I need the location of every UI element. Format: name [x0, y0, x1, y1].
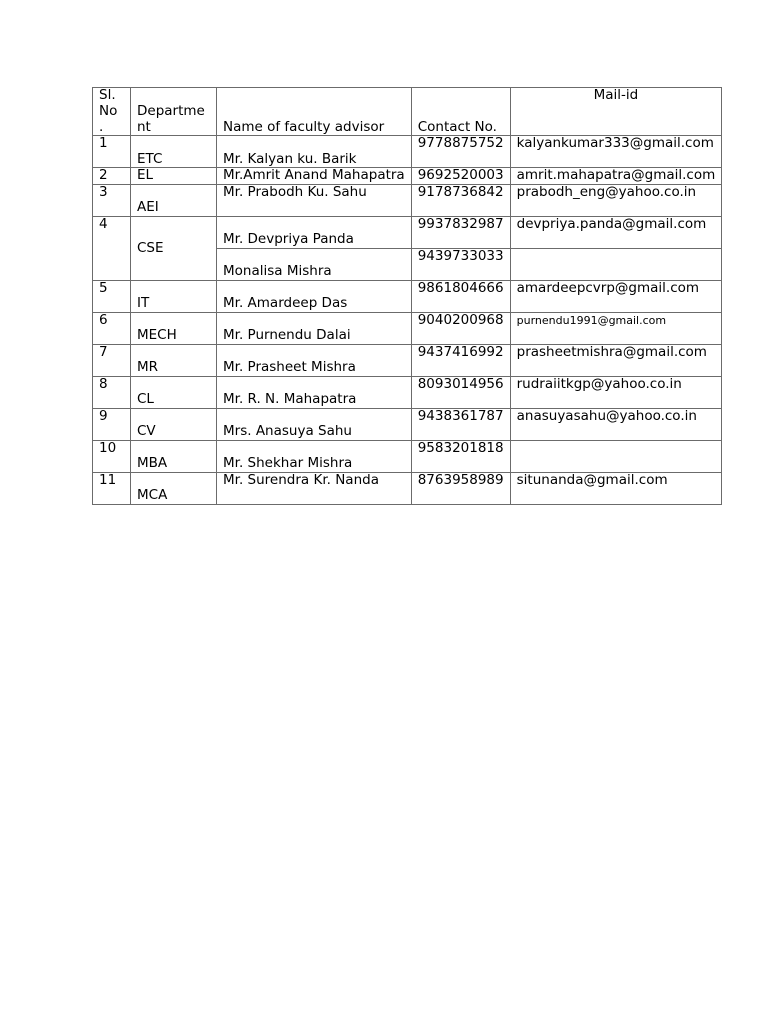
sl-cell: 8: [93, 377, 131, 409]
table-row: [93, 168, 722, 185]
header-contact-no: Contact No.: [411, 88, 510, 136]
faculty-name-cell: Mr. Purnendu Dalai: [217, 313, 412, 345]
department-cell: ETC: [131, 136, 217, 168]
sl-cell: 3: [93, 185, 131, 217]
mail-cell: [510, 249, 722, 281]
faculty-name-cell: Monalisa Mishra: [217, 249, 412, 281]
faculty-name-cell: Mr. R. N. Mahapatra: [217, 377, 412, 409]
sl-cell: 1: [93, 136, 131, 168]
sl-cell: 2: [93, 168, 131, 185]
faculty-name-cell: Mr.Amrit Anand Mahapatra: [217, 168, 412, 185]
faculty-name-cell: Mrs. Anasuya Sahu: [217, 409, 412, 441]
table-row: [93, 136, 722, 168]
mail-cell: situnanda@gmail.com: [510, 473, 722, 505]
faculty-name-cell: Mr. Shekhar Mishra: [217, 441, 412, 473]
table-row: [93, 409, 722, 441]
mail-cell: rudraiitkgp@yahoo.co.in: [510, 377, 722, 409]
mail-cell: amrit.mahapatra@gmail.com: [510, 168, 722, 185]
mail-cell: purnendu1991@gmail.com: [510, 313, 722, 345]
department-cell: EL: [131, 168, 217, 185]
contact-cell: 9439733033: [411, 249, 510, 281]
department-cell: MR: [131, 345, 217, 377]
contact-cell: 9438361787: [411, 409, 510, 441]
table-row: [93, 313, 722, 345]
mail-cell: devpriya.panda@gmail.com: [510, 217, 722, 249]
table-row: [93, 185, 722, 217]
header-mail-id: Mail-id: [510, 88, 722, 136]
contact-cell: 9178736842: [411, 185, 510, 217]
header-faculty-advisor: Name of faculty advisor: [217, 88, 412, 136]
table-row: [93, 217, 722, 249]
contact-cell: 8763958989: [411, 473, 510, 505]
department-cell: CSE: [131, 217, 217, 281]
sl-cell: 9: [93, 409, 131, 441]
faculty-name-cell: Mr. Kalyan ku. Barik: [217, 136, 412, 168]
sl-cell: 4: [93, 217, 131, 281]
faculty-name-cell: Mr. Prabodh Ku. Sahu: [217, 185, 412, 217]
table-row: [93, 441, 722, 473]
sl-cell: 10: [93, 441, 131, 473]
department-cell: AEI: [131, 185, 217, 217]
contact-cell: 9861804666: [411, 281, 510, 313]
sl-cell: 6: [93, 313, 131, 345]
department-cell: IT: [131, 281, 217, 313]
faculty-name-cell: Mr. Devpriya Panda: [217, 217, 412, 249]
department-cell: MBA: [131, 441, 217, 473]
contact-cell: 8093014956: [411, 377, 510, 409]
mail-cell: prabodh_eng@yahoo.co.in: [510, 185, 722, 217]
header-sl-no: Sl. No .: [93, 88, 131, 136]
department-cell: CV: [131, 409, 217, 441]
table-row: [93, 377, 722, 409]
mail-cell: amardeepcvrp@gmail.com: [510, 281, 722, 313]
faculty-name-cell: Mr. Amardeep Das: [217, 281, 412, 313]
sl-cell: 11: [93, 473, 131, 505]
contact-cell: 9692520003: [411, 168, 510, 185]
mail-cell: prasheetmishra@gmail.com: [510, 345, 722, 377]
contact-cell: 9583201818: [411, 441, 510, 473]
department-cell: MECH: [131, 313, 217, 345]
contact-cell: 9040200968: [411, 313, 510, 345]
header-row: [93, 88, 722, 136]
sl-cell: 7: [93, 345, 131, 377]
faculty-name-cell: Mr. Surendra Kr. Nanda: [217, 473, 412, 505]
mail-cell: kalyankumar333@gmail.com: [510, 136, 722, 168]
table-row: [93, 281, 722, 313]
sl-cell: 5: [93, 281, 131, 313]
faculty-name-cell: Mr. Prasheet Mishra: [217, 345, 412, 377]
header-department: Department: [131, 88, 217, 136]
contact-cell: 9437416992: [411, 345, 510, 377]
mail-cell: anasuyasahu@yahoo.co.in: [510, 409, 722, 441]
department-cell: MCA: [131, 473, 217, 505]
contact-cell: 9778875752: [411, 136, 510, 168]
table-row: [93, 473, 722, 505]
faculty-advisor-table: [92, 87, 722, 505]
table-row: [93, 345, 722, 377]
mail-cell: [510, 441, 722, 473]
contact-cell: 9937832987: [411, 217, 510, 249]
department-cell: CL: [131, 377, 217, 409]
